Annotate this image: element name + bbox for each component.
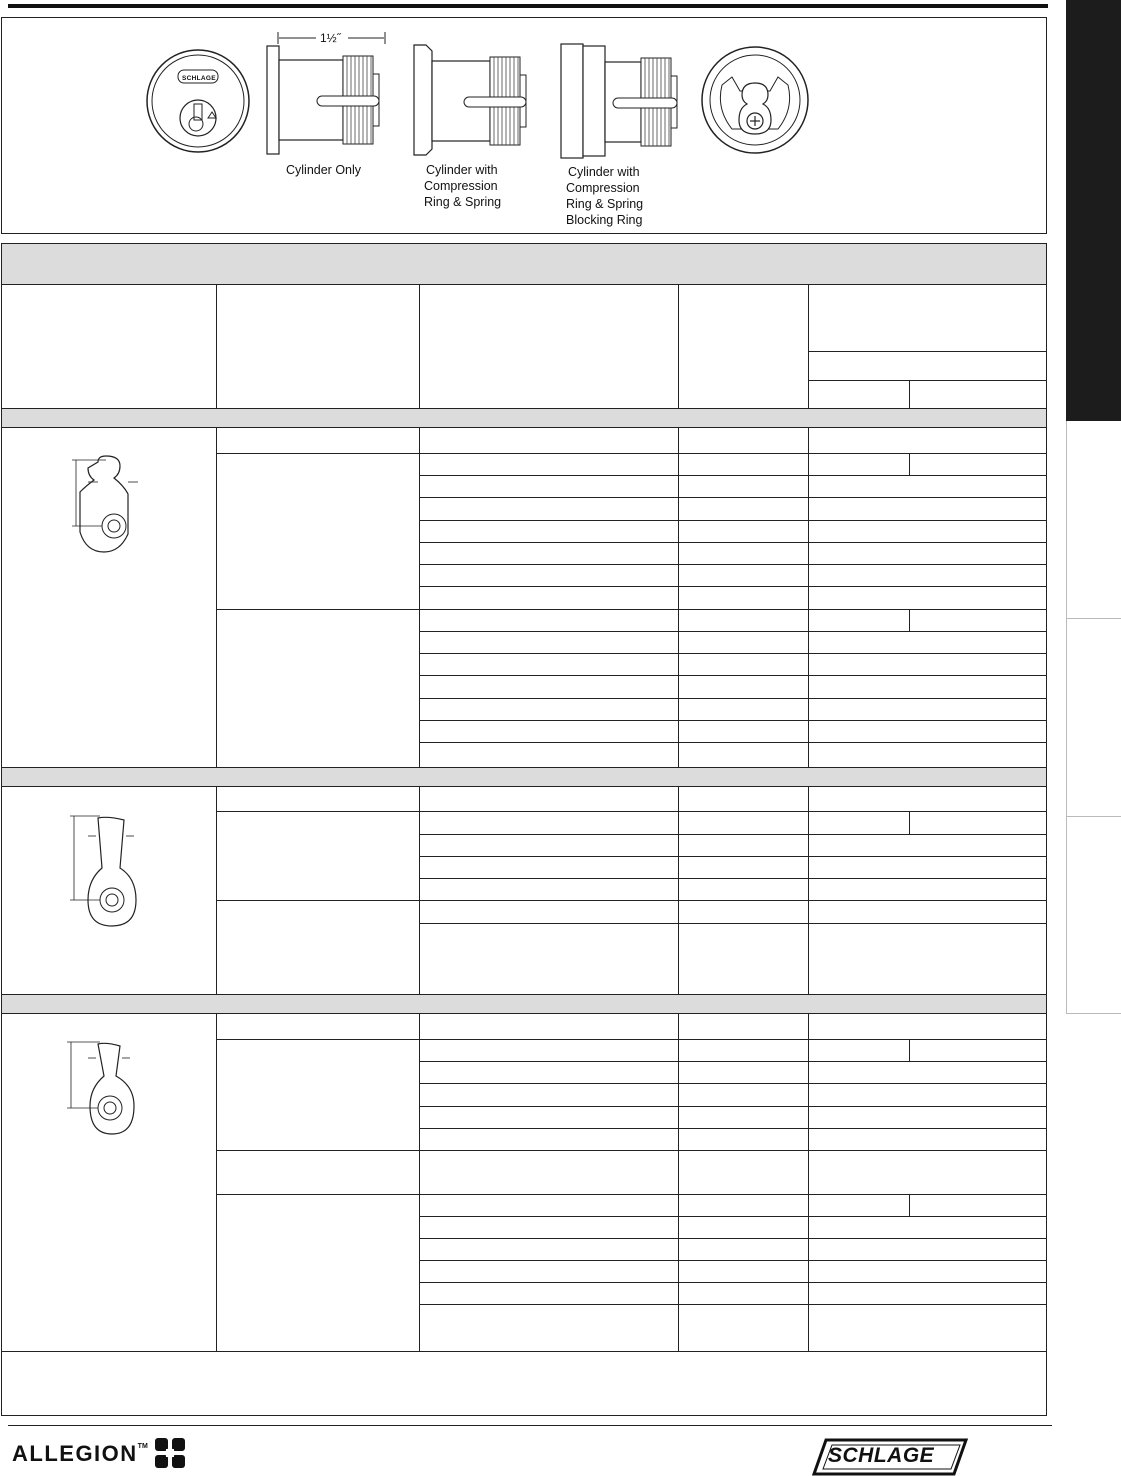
caption-cylinder-blocking-1: Cylinder with: [568, 165, 640, 179]
section-band-1: [2, 408, 1046, 428]
cam-specification-table: [1, 243, 1047, 1416]
cylinder-front-view: [145, 48, 251, 154]
cam-drawing-3: [66, 1040, 146, 1136]
section-tab-divider: [1066, 421, 1067, 1014]
caption-cylinder-blocking-2: Compression: [566, 181, 640, 195]
section-band-3: [2, 994, 1046, 1014]
caption-cylinder-ring-spring-2: Compression: [424, 179, 498, 193]
section-tab-separator: [1066, 618, 1121, 619]
section-tab-active[interactable]: [1066, 0, 1121, 421]
top-rule: [8, 4, 1048, 8]
caption-cylinder-ring-spring-3: Ring & Spring: [424, 195, 502, 209]
caption-cylinder-only: Cylinder Only: [286, 163, 362, 177]
section-band-2: [2, 767, 1046, 787]
length-dimension-label: 1½˝: [320, 31, 341, 45]
cylinder-rear-view: [700, 45, 810, 155]
allegion-tm: TM: [137, 1443, 148, 1450]
cylinder-figure-box: [1, 17, 1047, 234]
section-tab-separator: [1066, 1013, 1121, 1014]
section-tab-separator: [1066, 816, 1121, 817]
allegion-wordmark: ALLEGION: [12, 1440, 138, 1466]
caption-cylinder-ring-spring-1: Cylinder with: [426, 163, 498, 177]
allegion-mark-icon: [155, 1438, 185, 1468]
allegion-logo: [12, 1440, 185, 1470]
cylinder-only-side-view: [267, 46, 385, 154]
caption-cylinder-blocking-3: Ring & Spring: [566, 197, 644, 211]
schlage-badge-text: SCHLAGE: [182, 75, 216, 82]
cam-drawing-1: [70, 456, 150, 556]
footer-rule: [8, 1425, 1052, 1426]
caption-cylinder-blocking-4: Blocking Ring: [566, 213, 643, 227]
table-title-band: [2, 244, 1046, 285]
cylinder-compression-ring-side-view: [414, 45, 534, 157]
schlage-wordmark: SCHLAGE: [828, 1444, 935, 1467]
cylinder-blocking-ring-side-view: [561, 44, 685, 158]
cam-drawing-2: [68, 814, 148, 930]
